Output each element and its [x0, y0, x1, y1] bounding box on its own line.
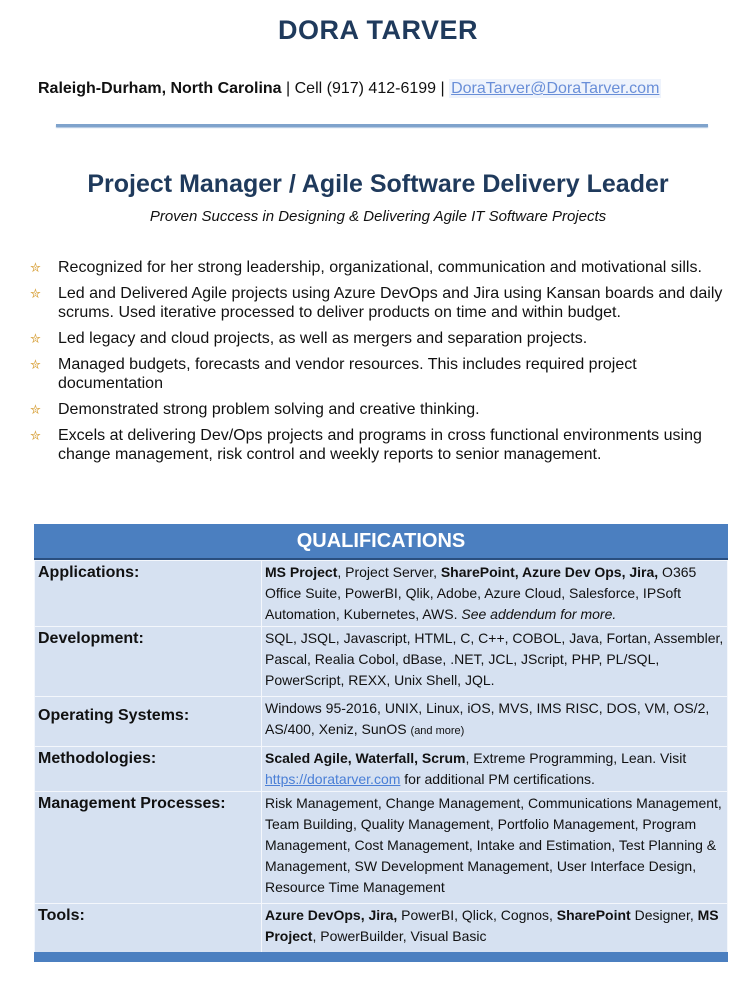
- table-row: [35, 561, 728, 627]
- website-link[interactable]: https://doratarver.com: [265, 771, 401, 787]
- cell-phone: Cell (917) 412-6199: [294, 80, 437, 97]
- separator: |: [436, 80, 450, 97]
- bullet-item: [30, 284, 730, 322]
- row-value: Risk Management, Change Management, Communications Management, Team Building, Quality Management, Portfolio Management, Program Management, Cost Management, Intake and Estimation, Test Planning & Management, SW Development Management, User Interface Design, Resource Time Management: [262, 792, 728, 904]
- bullet-item: [30, 426, 730, 464]
- row-label: Tools:: [35, 904, 262, 956]
- bullet-item: [30, 329, 730, 348]
- bullet-item: [30, 258, 730, 277]
- bold-text: MS Project: [265, 907, 719, 944]
- row-label: Methodologies:: [35, 747, 262, 792]
- text: , Project Server,: [337, 564, 441, 580]
- star-bullet-icon: ✮: [30, 286, 41, 301]
- header-divider: [56, 124, 708, 127]
- text: for additional PM certifications.: [400, 771, 595, 787]
- subheadline: Proven Success in Designing & Delivering Agile IT Software Projects: [149, 208, 607, 225]
- star-bullet-icon: ✮: [30, 331, 41, 346]
- separator: |: [281, 80, 295, 97]
- bullet-text: Led legacy and cloud projects, as well as mergers and separation projects.: [58, 330, 588, 347]
- bullet-text: Recognized for her strong leadership, organizational, communication and motivational sills.: [58, 259, 702, 276]
- table-row: [35, 627, 728, 697]
- row-value: [262, 561, 728, 627]
- row-label: Management Processes:: [35, 792, 262, 904]
- row-value: [262, 904, 728, 956]
- text: , Extreme Programming, Lean. Visit: [465, 750, 687, 766]
- text: , PowerBuilder, Visual Basic: [312, 928, 487, 944]
- bold-text: Azure DevOps, Jira,: [265, 907, 398, 923]
- bullet-item: [30, 400, 730, 419]
- star-bullet-icon: ✮: [30, 357, 41, 372]
- table-row: [35, 697, 728, 747]
- bold-text: MS Project: [265, 564, 338, 580]
- bold-text: SharePoint, Azure Dev Ops, Jira,: [440, 564, 659, 580]
- bold-text: Scaled Agile, Waterfall, Scrum: [265, 750, 466, 766]
- row-label: Applications:: [35, 561, 262, 627]
- summary-bullets: [30, 258, 730, 471]
- location: Raleigh-Durham, North Carolina: [38, 80, 282, 97]
- table-bottom-bar: [34, 952, 728, 962]
- text: Windows 95-2016, UNIX, Linux, iOS, MVS, IMS RISC, DOS, VM, OS/2, AS/400, Xeniz, SunOS: [265, 700, 710, 737]
- bold-text: SharePoint: [556, 907, 631, 923]
- bullet-text: Excels at delivering Dev/Ops projects and programs in cross functional environments using change management, risk control and weekly reports to senior management.: [58, 427, 702, 463]
- table-row: [35, 747, 728, 792]
- row-label: Operating Systems:: [35, 697, 262, 747]
- star-bullet-icon: ✮: [30, 402, 41, 417]
- bullet-text: Managed budgets, forecasts and vendor resources. This includes required project documentation: [58, 356, 637, 392]
- text: PowerBI, Qlick, Cognos,: [397, 907, 557, 923]
- bullet-text: Demonstrated strong problem solving and creative thinking.: [58, 401, 480, 418]
- contact-line: [38, 80, 738, 98]
- candidate-name: DORA TARVER: [277, 15, 478, 45]
- text: Designer,: [630, 907, 698, 923]
- bullet-text: Led and Delivered Agile projects using Azure DevOps and Jira using Kansan boards and daily scrums. Used iterative processed to deliver products on time and within budget.: [58, 285, 723, 321]
- small-note: (and more): [410, 725, 465, 737]
- row-value: SQL, JSQL, Javascript, HTML, C, C++, COBOL, Java, Fortan, Assembler, Pascal, Realia Cobol, dBase, .NET, JCL, JScript, PHP, PL/SQL, PowerScript, REXX, Unix Shell, JQL.: [262, 627, 728, 697]
- row-value: [262, 697, 728, 747]
- table-row: [35, 792, 728, 904]
- qualifications-heading: QUALIFICATIONS: [34, 524, 728, 560]
- text: O365 Office Suite, PowerBI, Qlik, Adobe, Azure Cloud, Salesforce, IPSoft Automation, Kubernetes, AWS.: [265, 564, 697, 622]
- star-bullet-icon: ✮: [30, 428, 41, 443]
- row-value: [262, 747, 728, 792]
- qualifications-table: [34, 560, 728, 956]
- row-label: Development:: [35, 627, 262, 697]
- table-row: [35, 904, 728, 956]
- star-bullet-icon: ✮: [30, 260, 41, 275]
- headline: Project Manager / Agile Software Delivery Leader: [87, 170, 669, 198]
- email-link[interactable]: DoraTarver@DoraTarver.com: [451, 80, 660, 97]
- bullet-item: [30, 355, 730, 393]
- italic-note: See addendum for more.: [461, 606, 617, 622]
